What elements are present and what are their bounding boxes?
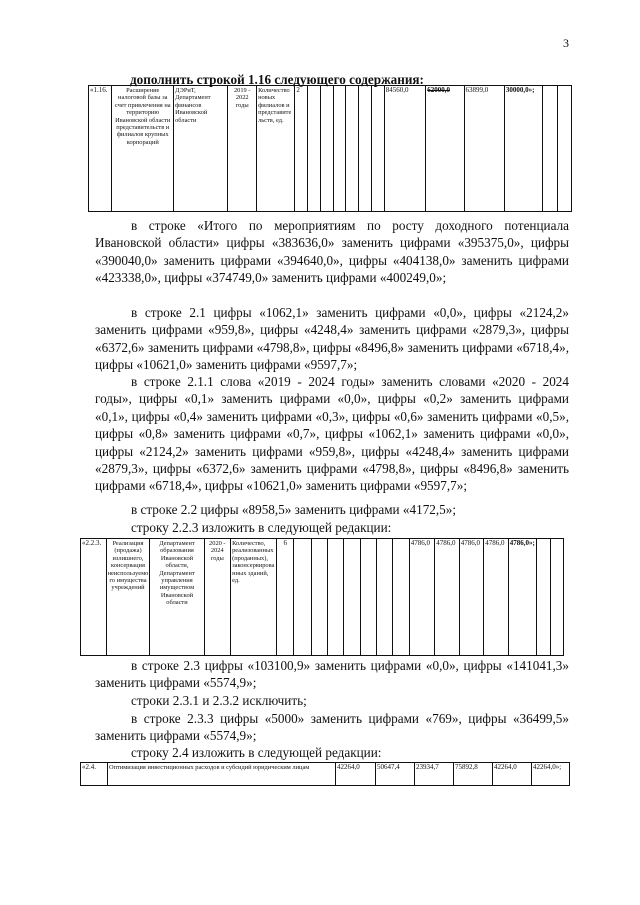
paragraph-row-2-1: в строке 2.1 цифры «1062,1» заменить цифрами «0,0», цифры «2124,2» заменить цифрами «959,8», цифры «4248,4» заменить цифрами «2879,3», цифры «6372,6» заменить цифрами «4798,8», цифры «8496,8» заменить цифрами «6718,4», цифры «10621,0» заменить цифрами «9597,7»; [95, 305, 569, 373]
paragraph-rows-2-3-excluded: строки 2.3.1 и 2.3.2 исключить; [131, 693, 307, 708]
empty-cell [320, 86, 333, 212]
table-row-2-2-3 [80, 538, 564, 656]
intro-row-2-4: строку 2.4 изложить в следующей редакции: [131, 745, 382, 760]
empty-cell [346, 86, 359, 212]
paragraph-row-2-2: в строке 2.2 цифры «8958,5» заменить цифрами «4172,5»; [131, 502, 457, 517]
row-2-2-3-value-5: 4786,0»; [508, 539, 537, 656]
row-2-2-3-indicator: Количество, реализованных (проданных), законсервированных зданий, ед. [231, 539, 277, 656]
row-2-4-value-5: 42264,0 [493, 763, 532, 786]
empty-cell [537, 539, 550, 656]
row-2-4-value-6: 42264,0»; [532, 763, 570, 786]
row-1-16-period: 2019 - 2022 годы [228, 86, 257, 212]
paragraph-row-2-3: в строке 2.3 цифры «103100,9» заменить цифрами «0,0», цифры «141041,3» заменить цифрами «5574,9»; [95, 658, 569, 691]
empty-cell [393, 539, 409, 656]
empty-cell [294, 539, 311, 656]
row-1-16-value-1: 84560,0 [384, 86, 425, 212]
row-2-2-3-value-1: 4786,0 [409, 539, 435, 656]
empty-cell [550, 539, 563, 656]
page-number: 3 [563, 36, 569, 50]
empty-cell [308, 86, 321, 212]
paragraph-row-2-3-3: в строке 2.3.3 цифры «5000» заменить цифрами «769», цифры «36499,5» заменить цифрами «5574,9»; [95, 711, 569, 744]
empty-cell [359, 86, 372, 212]
row-2-4-value-2: 50647,4 [376, 763, 415, 786]
empty-cell [328, 539, 344, 656]
row-1-16-indicator: Количество новых филиалов и представительств, ед. [257, 86, 295, 212]
table-row-2-4 [80, 762, 570, 786]
row-1-16-num: «1.16. [89, 86, 112, 212]
row-2-2-3-value-3: 4786,0 [459, 539, 484, 656]
row-2-4-name: Оптимизация инвестиционных расходов и субсидий юридическим лицам [108, 763, 336, 786]
empty-cell [360, 539, 376, 656]
row-2-2-3-executor: Департамент образования Ивановской области, Департамент управления имуществом Ивановской области [150, 539, 204, 656]
empty-cell [344, 539, 360, 656]
row-2-2-3-name: Реализация (продажа) излишнего, консервация неиспользуемого имущества учреждений [106, 539, 150, 656]
row-2-4-value-1: 42264,0 [336, 763, 376, 786]
empty-cell [371, 86, 384, 212]
row-2-4-value-3: 23934,7 [415, 763, 454, 786]
row-1-16-executor: ДЭРиТ, Департамент финансов Ивановской области [174, 86, 228, 212]
row-1-16-value-2: 62000,0 [426, 86, 464, 212]
row-1-16-name: Расширение налоговой базы за счет привлечения на территорию Ивановской области представительств и филиалов крупных корпораций [112, 86, 174, 212]
paragraph-itogo: в строке «Итого по мероприятиям по росту доходного потенциала Ивановской области» цифры «383636,0» заменить цифрами «395375,0», цифры «390040,0» заменить цифрами «394640,0», цифры «404138,0» заменить цифрами «423338,0», цифры «374749,0» заменить цифрами «400249,0»; [95, 218, 569, 286]
row-1-16-value-3: 63899,0 [464, 86, 504, 212]
row-2-2-3-value-2: 4786,0 [435, 539, 460, 656]
table-row-1-16 [88, 85, 572, 212]
row-1-16-count: 2 [295, 86, 308, 212]
empty-cell [333, 86, 346, 212]
empty-cell [558, 86, 572, 212]
intro-row-2-2-3: строку 2.2.3 изложить в следующей редакции: [131, 520, 392, 535]
row-2-2-3-num: «2.2.3. [81, 539, 107, 656]
row-1-16-value-4: 30000,0»; [504, 86, 542, 212]
row-2-4-value-4: 75892,8 [454, 763, 493, 786]
row-2-2-3-period: 2020 - 2024 годы [204, 539, 231, 656]
row-2-2-3-count: 6 [277, 539, 294, 656]
paragraph-row-2-1-1: в строке 2.1.1 слова «2019 - 2024 годы» заменить словами «2020 - 2024 годы», цифры «0,1» заменить цифрами «0,0», цифры «0,2» заменить цифрами «0,1», цифры «0,4» заменить цифрами «0,3», цифры «0,6» заменить цифрами «0,5», цифры «0,8» заменить цифрами «0,7», цифры «1062,1» заменить цифрами «0,0», цифры «2124,2» заменить цифрами «959,8», цифры «4248,4» заменить цифрами «2879,3», цифры «6372,6» заменить цифрами «4798,8», цифры «8496,8» заменить цифрами «6718,4», цифры «10621,0» заменить цифрами «9597,7»; [95, 374, 569, 494]
intro-row-1-16: дополнить строкой 1.16 следующего содержания: [130, 72, 424, 87]
row-2-2-3-value-4: 4786,0 [484, 539, 509, 656]
row-2-4-num: «2.4. [81, 763, 108, 786]
empty-cell [377, 539, 393, 656]
empty-cell [543, 86, 558, 212]
empty-cell [311, 539, 327, 656]
